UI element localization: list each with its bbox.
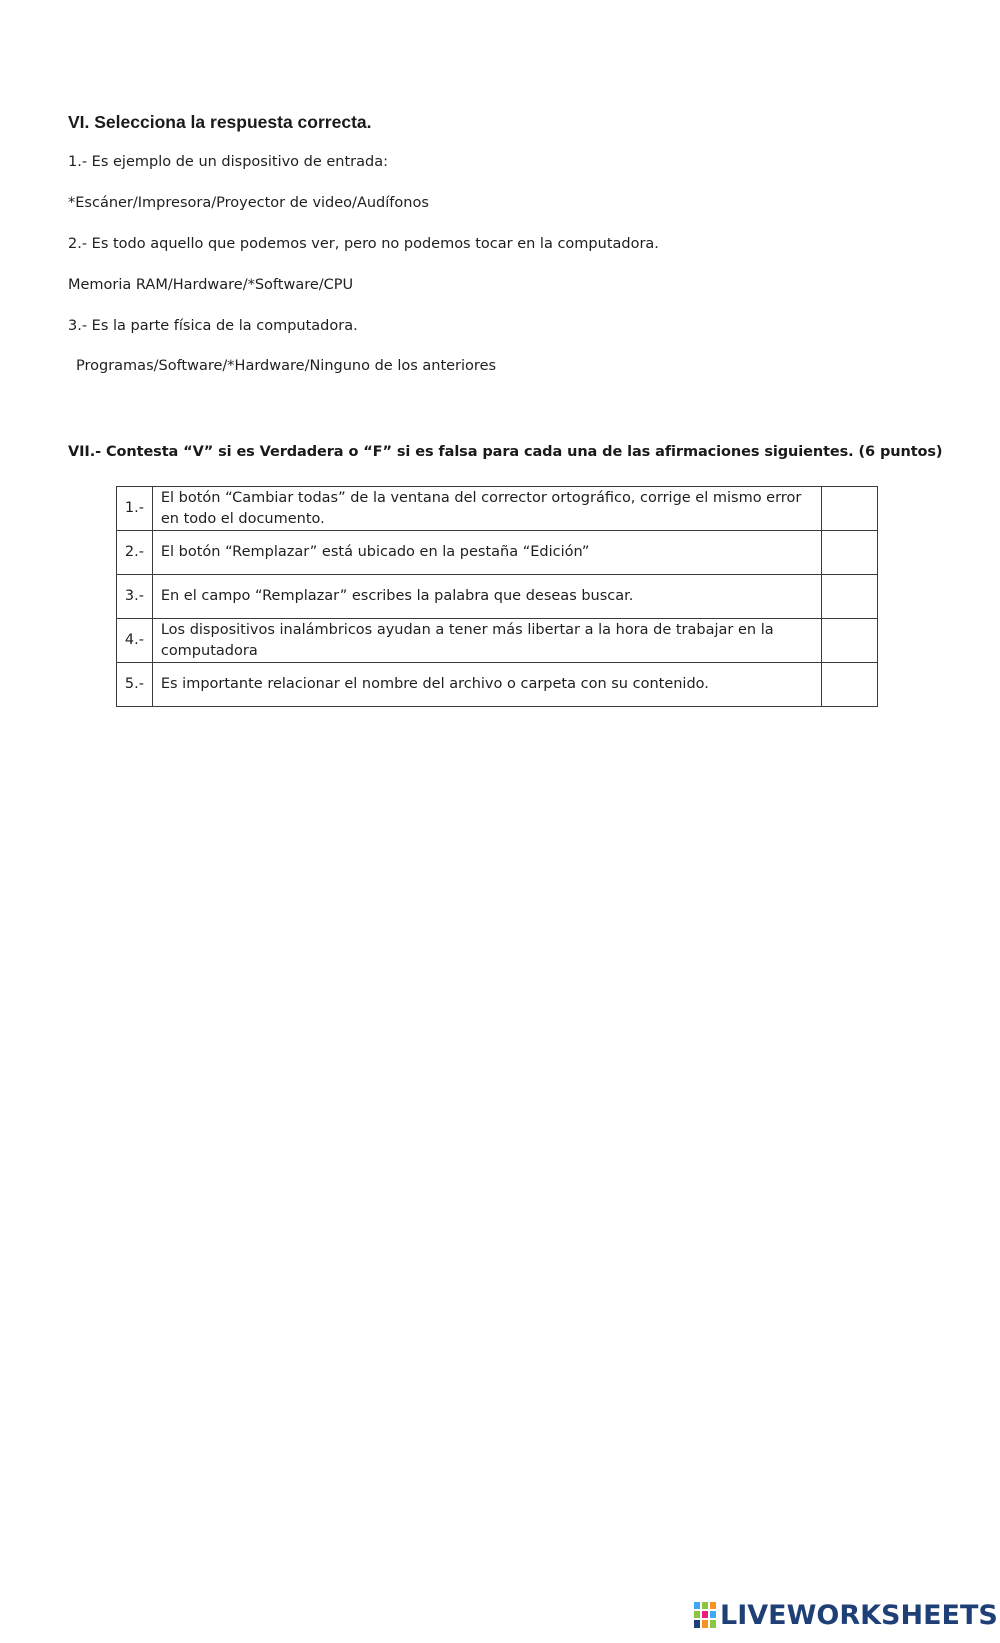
answer-cell[interactable] <box>821 487 877 531</box>
table-row <box>117 663 878 707</box>
liveworksheets-grid-icon <box>694 1602 716 1628</box>
row-number: 2.- <box>117 531 153 575</box>
section-7-title: VII.- Contesta “V” si es Verdadera o “F” si es falsa para cada una de las afirmaciones siguientes. (6 puntos) <box>68 444 943 460</box>
true-false-table <box>116 486 878 707</box>
statement: El botón “Cambiar todas” de la ventana del corrector ortográfico, corrige el mismo error en todo el documento. <box>152 487 821 531</box>
row-number: 3.- <box>117 575 153 619</box>
question-3: 3.- Es la parte física de la computadora. <box>68 318 358 334</box>
answer-cell[interactable] <box>821 663 877 707</box>
answer-cell[interactable] <box>821 619 877 663</box>
question-2: 2.- Es todo aquello que podemos ver, pero no podemos tocar en la computadora. <box>68 236 659 252</box>
question-3-options: Programas/Software/*Hardware/Ninguno de los anteriores <box>76 358 497 374</box>
question-1: 1.- Es ejemplo de un dispositivo de entrada: <box>68 154 389 170</box>
answer-cell[interactable] <box>821 531 877 575</box>
row-number: 5.- <box>117 663 153 707</box>
row-number: 4.- <box>117 619 153 663</box>
table-row <box>117 487 878 531</box>
question-1-options: *Escáner/Impresora/Proyector de video/Audífonos <box>68 195 429 211</box>
logo-text: LIVEWORKSHEETS <box>720 1599 998 1631</box>
statement: Los dispositivos inalámbricos ayudan a tener más libertar a la hora de trabajar en la computadora <box>152 619 821 663</box>
table-row <box>117 531 878 575</box>
table-row <box>117 575 878 619</box>
statement: El botón “Remplazar” está ubicado en la pestaña “Edición” <box>152 531 821 575</box>
statement: En el campo “Remplazar” escribes la palabra que deseas buscar. <box>152 575 821 619</box>
answer-cell[interactable] <box>821 575 877 619</box>
question-2-options: Memoria RAM/Hardware/*Software/CPU <box>68 277 354 293</box>
liveworksheets-logo <box>694 1600 998 1630</box>
table-row <box>117 619 878 663</box>
statement: Es importante relacionar el nombre del archivo o carpeta con su contenido. <box>152 663 821 707</box>
row-number: 1.- <box>117 487 153 531</box>
section-6-title: VI. Selecciona la respuesta correcta. <box>68 112 372 132</box>
